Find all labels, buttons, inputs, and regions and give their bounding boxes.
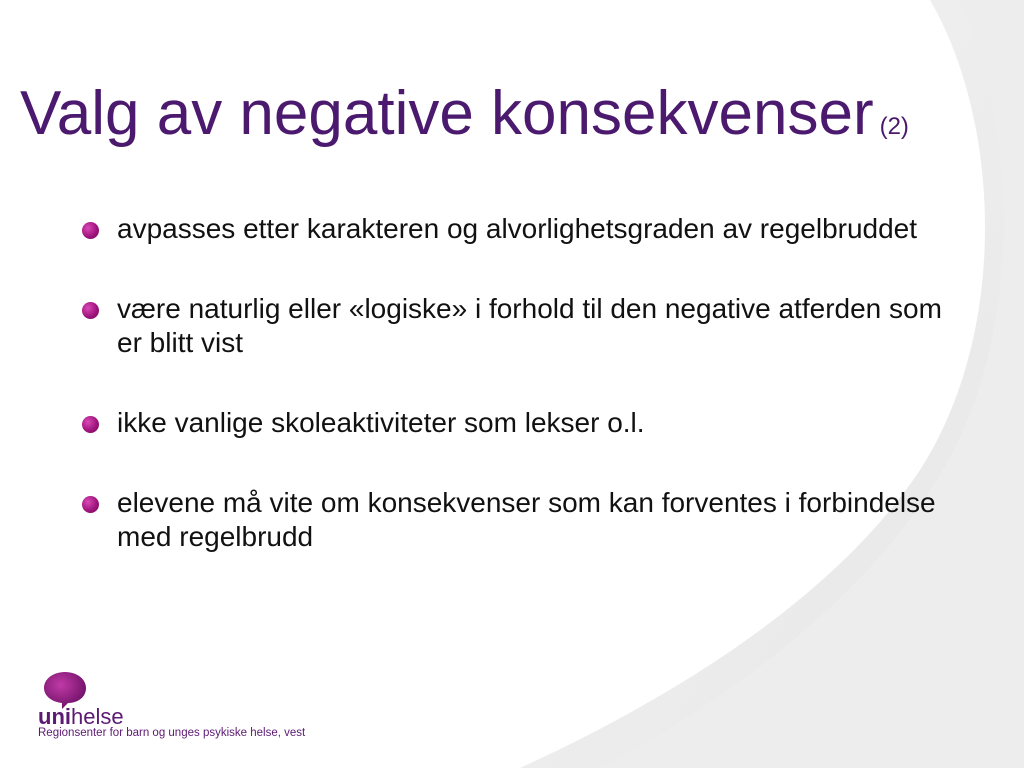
slide-title: [20, 74, 909, 167]
slide-title-suffix: (2): [879, 113, 909, 140]
bullet-item: [82, 486, 962, 554]
bullet-dot-icon: [82, 496, 99, 513]
logo-tagline: Regionsenter for barn og unges psykiske helse, vest: [38, 727, 306, 739]
bullet-list: [82, 212, 962, 554]
logo-wordmark-helse: helse: [71, 704, 124, 729]
bullet-item: [82, 292, 962, 360]
bullet-dot-icon: [82, 416, 99, 433]
slide-title-text: Valg av negative konsekvenser: [20, 79, 874, 148]
bullet-text: ikke vanlige skoleaktiviteter som lekser o.l.: [117, 407, 645, 438]
bullet-dot-icon: [82, 222, 99, 239]
bullet-item: [82, 406, 962, 440]
bullet-item: [82, 212, 962, 246]
bullet-dot-icon: [82, 302, 99, 319]
bullet-text: elevene må vite om konsekvenser som kan forventes i forbindelse med regelbrudd: [117, 487, 936, 552]
logo-wordmark-uni: uni: [38, 704, 71, 729]
bullet-text: avpasses etter karakteren og alvorlighetsgraden av regelbruddet: [117, 213, 918, 244]
bullet-text: være naturlig eller «logiske» i forhold til den negative atferden som er blitt vist: [117, 293, 942, 358]
